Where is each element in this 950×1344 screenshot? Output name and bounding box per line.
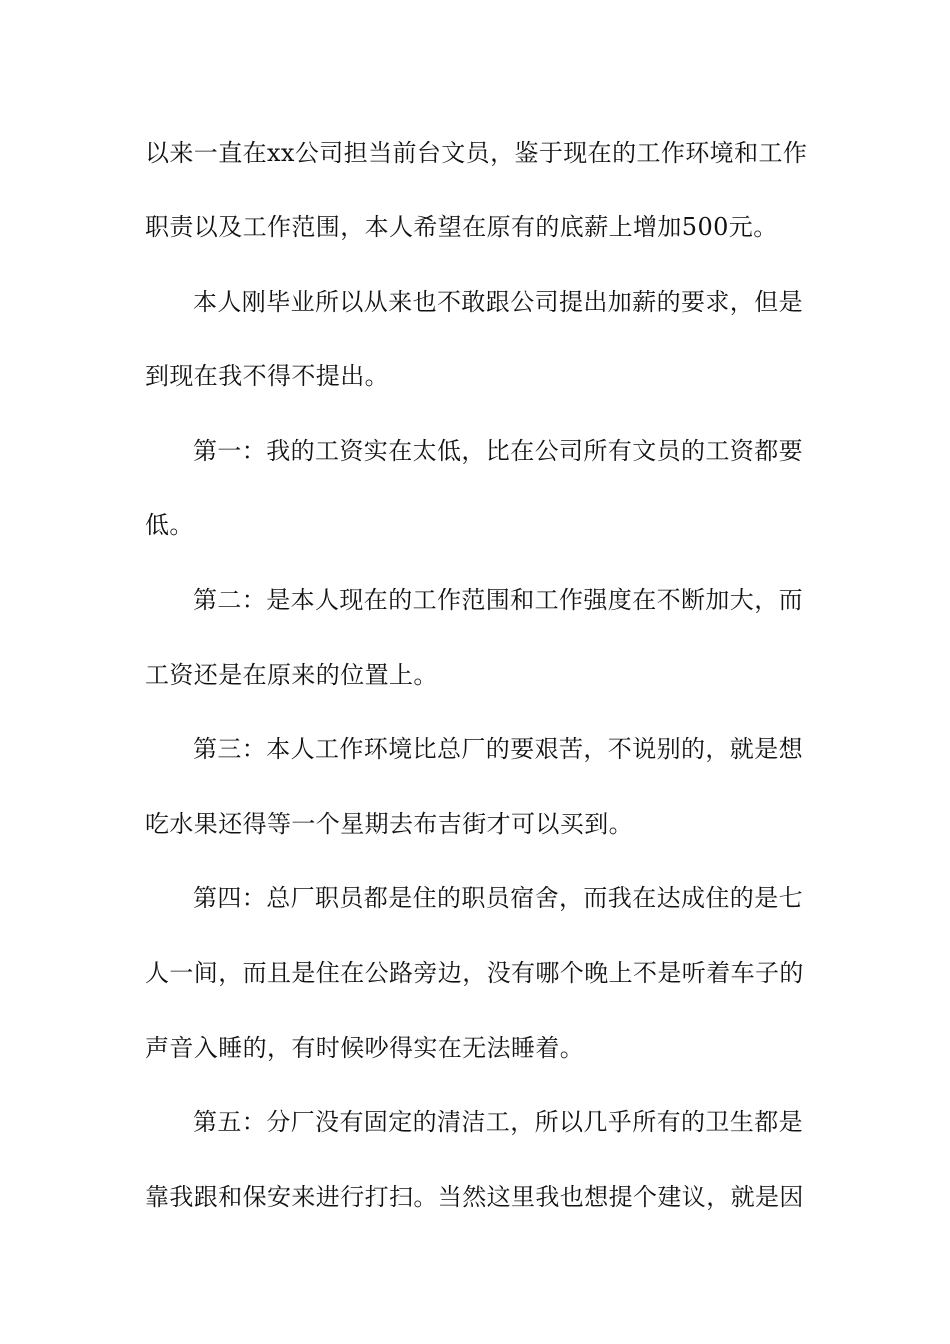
paragraph-first-line: 第四：总厂职员都是住的职员宿舍，而我在达成住的是七 [193, 884, 803, 912]
paragraph-first-line: 第二：是本人现在的工作范围和工作强度在不断加大，而 [193, 586, 803, 614]
text-line: 工资还是在原来的位置上。 [145, 661, 438, 689]
text-line: 声音入睡的，有时候吵得实在无法睡着。 [145, 1034, 585, 1062]
text-line: 吃水果还得等一个星期去布吉街才可以买到。 [145, 810, 633, 838]
paragraph-first-line: 本人刚毕业所以从来也不敢跟公司提出加薪的要求，但是 [193, 288, 803, 316]
text-line: 到现在我不得不提出。 [145, 362, 389, 390]
text-line: 靠我跟和保安来进行打扫。当然这里我也想提个建议，就是因 [145, 1183, 804, 1211]
text-line: 以来一直在xx公司担当前台文员，鉴于现在的工作环境和工作 [145, 139, 808, 167]
paragraph-first-line: 第五：分厂没有固定的清洁工，所以几乎所有的卫生都是 [193, 1108, 803, 1136]
paragraph-first-line: 第一：我的工资实在太低，比在公司所有文员的工资都要 [193, 437, 803, 465]
text-line: 低。 [145, 511, 194, 539]
text-line: 职责以及工作范围，本人希望在原有的底薪上增加500元。 [145, 213, 778, 241]
paragraph-first-line: 第三：本人工作环境比总厂的要艰苦，不说别的，就是想 [193, 735, 803, 763]
text-line: 人一间，而且是住在公路旁边，没有哪个晚上不是听着车子的 [145, 959, 804, 987]
